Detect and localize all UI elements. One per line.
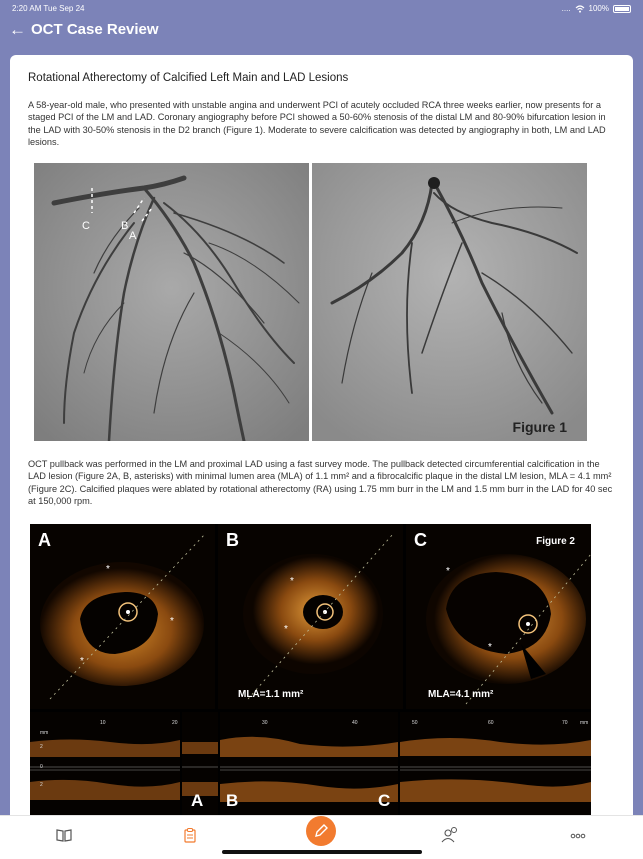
article-card	[10, 55, 633, 815]
book-icon	[52, 823, 76, 847]
depth-0: 0	[40, 764, 43, 770]
oct-panel-b	[218, 524, 403, 709]
back-arrow-icon[interactable]: ←	[9, 20, 26, 39]
tab-clipboard[interactable]	[178, 823, 202, 847]
status-bar	[0, 0, 643, 16]
wifi-icon	[575, 5, 585, 13]
home-indicator	[222, 850, 422, 854]
compose-fab[interactable]	[306, 816, 336, 846]
figure-2	[30, 524, 591, 815]
nav-bar	[0, 16, 643, 52]
asterisk-c2: *	[488, 642, 492, 653]
long-label-b: B	[226, 791, 239, 810]
page-title: OCT Case Review	[31, 21, 159, 38]
axis-tick-10: 10	[100, 720, 106, 726]
marker-a: A	[129, 230, 137, 242]
oct-panel-c	[406, 524, 591, 709]
axis-tick-60: 60	[488, 720, 494, 726]
depth-unit: mm	[40, 730, 49, 736]
people-icon	[438, 823, 462, 847]
longitudinal-view-1	[30, 712, 180, 815]
clipboard-icon	[178, 823, 202, 847]
long-label-c: C	[378, 791, 391, 810]
axis-unit: mm	[580, 720, 589, 726]
battery-icon	[613, 5, 631, 13]
depth-2-top: 2	[40, 744, 43, 750]
axis-tick-70: 70	[562, 720, 568, 726]
axis-tick-50: 50	[412, 720, 418, 726]
article-paragraph-1: A 58-year-old male, who presented with unstable angina and underwent PCI of acutely occluded RCA three weeks earlier, now presents for a staged PCI of the LM and LAD. Coronary angiography before PCI showed a 50-60% stenosis of the distal LM and 80-90% bifurcation lesion in the LAD with 30-50% stenosis in the D2 branch (Figure 1). Moderate to severe calcification was detected by angiography in both, LM and LAD lesions.	[28, 100, 606, 148]
figure-1	[34, 163, 587, 441]
long-label-a: A	[191, 791, 204, 810]
asterisk-a3: *	[80, 656, 84, 667]
asterisk-c1: *	[446, 566, 450, 577]
tab-edit[interactable]	[303, 816, 339, 852]
status-right	[562, 4, 631, 13]
longitudinal-view-2	[182, 712, 218, 815]
figure-2-label: Figure 2	[536, 536, 575, 547]
status-dots: ....	[561, 4, 571, 13]
asterisk-b1: *	[290, 576, 294, 587]
pencil-icon	[306, 816, 336, 846]
marker-b: B	[121, 220, 129, 232]
asterisk-a2: *	[170, 616, 174, 627]
oct-panel-a	[30, 524, 215, 709]
longitudinal-view-3	[220, 712, 398, 815]
mla-label-c: MLA=4.1 mm²	[428, 689, 494, 700]
asterisk-b2: *	[284, 624, 288, 635]
tab-book[interactable]	[52, 823, 76, 847]
axis-tick-40: 40	[352, 720, 358, 726]
status-time: 2:20 AM Tue Sep 24	[12, 4, 85, 13]
longitudinal-view-4	[400, 712, 591, 815]
article-paragraph-2: OCT pullback was performed in the LM and proximal LAD using a fast survey mode. The pullback detected circumferential calcification in the LAD lesion (Figure 2A, B, asterisks) with minimal lumen area (MLA) of 1.1 mm² and a fibrocalcific plaque in the distal LM lesion, MLA = 4.1 mm² (Figure 2C). Calcified plaques were ablated by rotational atherectomy (RA) using 1.75 mm burr in the LM and 1.5 mm burr in the LAD for 40 sec at 150,000 rpm.	[28, 459, 613, 507]
tab-people[interactable]	[438, 823, 462, 847]
figure-1-label: Figure 1	[512, 419, 567, 435]
marker-c: C	[82, 220, 90, 232]
angiogram-right	[312, 163, 587, 441]
panel-c-letter: C	[414, 530, 427, 550]
article-title: Rotational Atherectomy of Calcified Left Main and LAD Lesions	[28, 72, 349, 84]
axis-tick-20: 20	[172, 720, 178, 726]
more-icon	[566, 823, 590, 847]
mla-label-b: MLA=1.1 mm²	[238, 689, 304, 700]
battery-percent: 100%	[588, 4, 609, 13]
depth-2-bottom: 2	[40, 782, 43, 788]
tab-more[interactable]	[566, 823, 590, 847]
asterisk-a1: *	[106, 564, 110, 575]
panel-a-letter: A	[38, 530, 51, 550]
axis-tick-30: 30	[262, 720, 268, 726]
panel-b-letter: B	[226, 530, 239, 550]
angiogram-left	[34, 163, 309, 441]
